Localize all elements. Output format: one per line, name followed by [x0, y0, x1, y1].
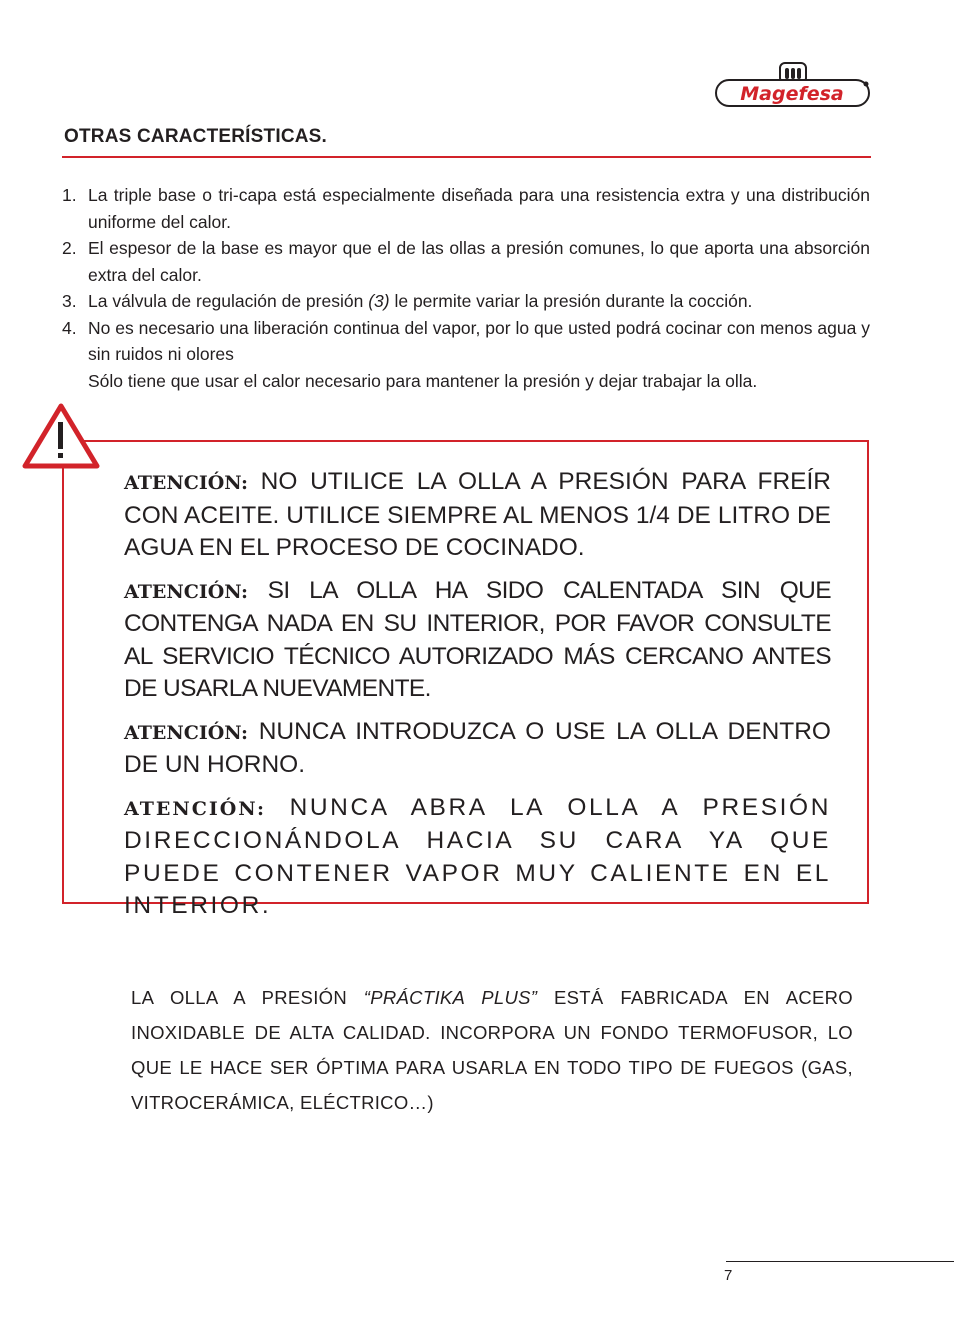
product-name: “PRÁCTIKA PLUS” — [363, 987, 538, 1008]
warning-label: ATENCIÓN: — [124, 721, 248, 744]
list-item: 3. La válvula de regulación de presión (3) le permite variar la presión durante la cocción. — [62, 291, 753, 311]
part-reference: (3) — [368, 291, 390, 311]
section-title: OTRAS CARACTERÍSTICAS. — [64, 126, 328, 147]
warning-2: ATENCIÓN: SI LA OLLA HA SIDO CALENTADA SIN QUE CONTENGA NADA EN SU INTERIOR, POR FAVOR CONSULTE AL SERVICIO TÉCNICO AUTORIZADO MÁS CERCANO ANTES DE USARLA NUEVAMENTE. — [124, 576, 831, 702]
title-divider — [62, 156, 871, 158]
warning-4: ATENCIÓN: NUNCA ABRA LA OLLA A PRESIÓN DIRECCIONÁNDOLA HACIA SU CARA YA QUE PUEDE CONTENER VAPOR MUY CALIENTE EN EL INTERIOR. — [124, 793, 831, 919]
magefesa-logo — [714, 62, 872, 110]
list-item: 4. No es necesario una liberación continua del vapor, por lo que usted podrá cocinar con menos agua y sin ruidos ni olores — [62, 317, 870, 364]
list-item: 1. La triple base o tri-capa está especialmente diseñada para una resistencia extra y una distribución uniforme del calor. — [62, 185, 870, 232]
list-item: 2. El espesor de la base es mayor que el de las ollas a presión comunes, lo que aporta una absorción extra del calor. — [62, 238, 870, 285]
warning-label: ATENCIÓN: — [124, 580, 248, 603]
warning-1: ATENCIÓN: NO UTILICE LA OLLA A PRESIÓN PARA FREÍR CON ACEITE. UTILICE SIEMPRE AL MENOS 1/4 DE LITRO DE AGUA EN EL PROCESO DE COCINADO. — [124, 468, 831, 561]
features-list — [62, 182, 870, 394]
warning-label: ATENCIÓN: — [124, 797, 266, 820]
warning-3: ATENCIÓN: NUNCA INTRODUZCA O USE LA OLLA DENTRO DE UN HORNO. — [124, 717, 831, 778]
footer-divider — [726, 1261, 954, 1262]
feature-note: Sólo tiene que usar el calor necesario para mantener la presión y dejar trabajar la olla. — [88, 370, 758, 391]
logo-text: Magefesa — [740, 83, 844, 105]
page-number: 7 — [724, 1267, 733, 1284]
warning-label: ATENCIÓN: — [124, 472, 248, 494]
warning-triangle-icon — [22, 402, 100, 470]
warnings — [124, 466, 831, 933]
product-intro: LA OLLA A PRESIÓN “PRÁCTIKA PLUS” ESTÁ FABRICADA EN ACERO INOXIDABLE DE ALTA CALIDAD. INCORPORA UN FONDO TERMOFUSOR, LO QUE LE HACE SER ÓPTIMA PARA USARLA EN TODO TIPO DE FUEGOS (GAS, VITROCERÁMICA, ELÉCTRICO…) — [131, 987, 853, 1113]
